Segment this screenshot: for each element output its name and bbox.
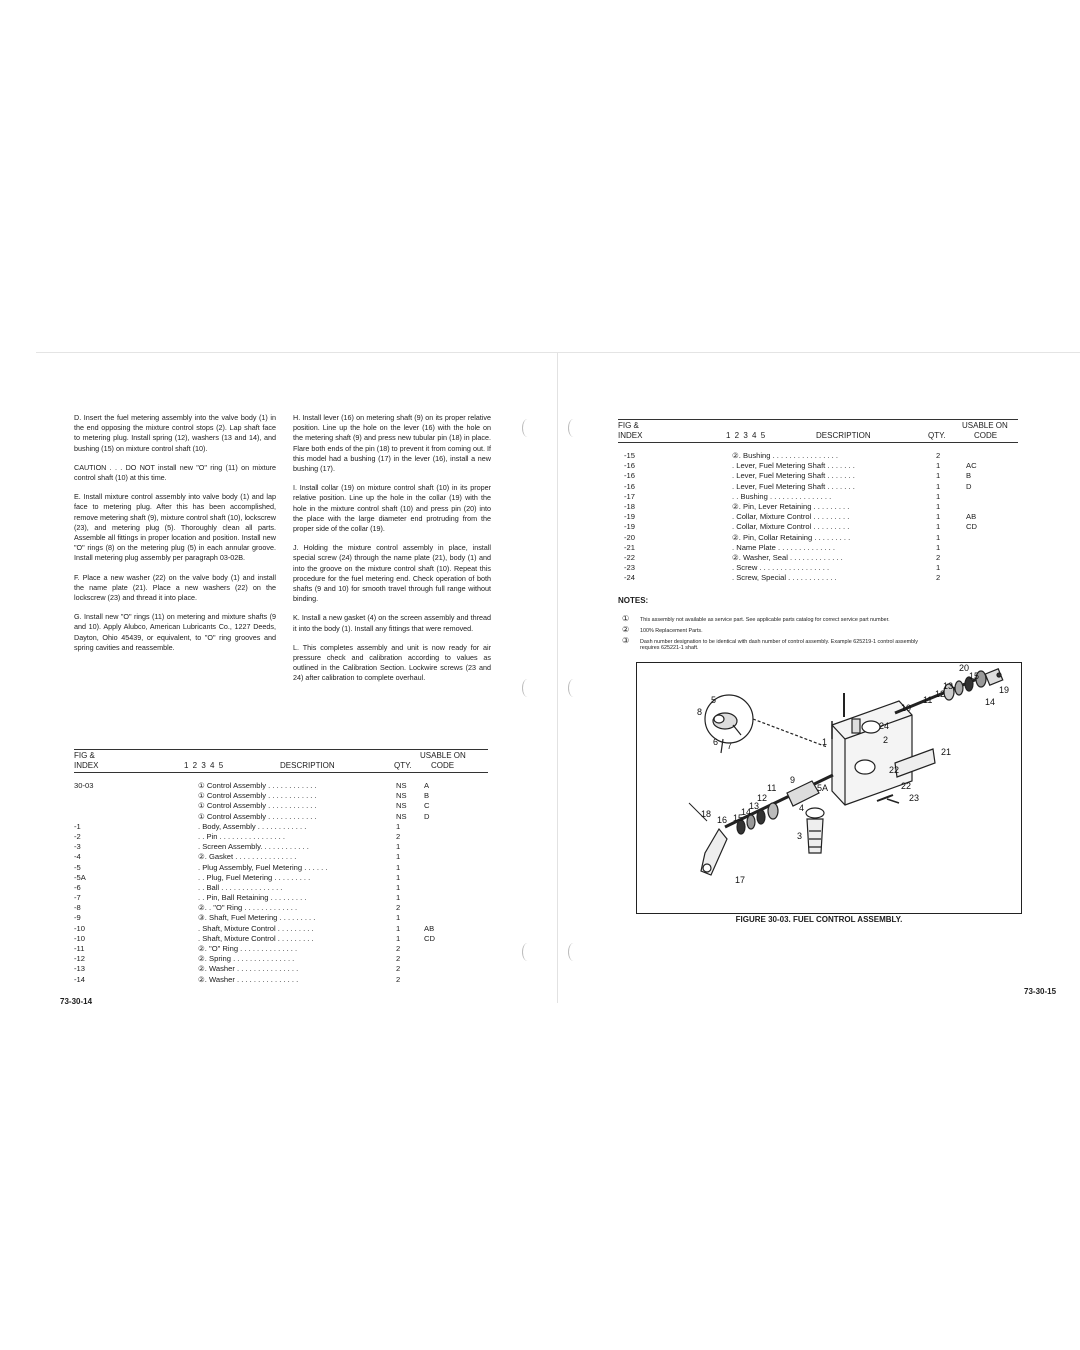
figure-callout-label: 8 — [697, 707, 703, 717]
cell-qty: 1 — [936, 563, 941, 573]
parts-row — [618, 573, 1018, 583]
cell-desc: ① Control Assembly . . . . . . . . . . . . — [198, 811, 317, 821]
cell-qty: 1 — [396, 872, 401, 882]
cell-qty: 1 — [396, 882, 401, 892]
cell-desc: . Screw . . . . . . . . . . . . . . . . . — [732, 563, 830, 573]
cell-code: D — [966, 481, 972, 491]
cell-desc: . Shaft, Mixture Control . . . . . . . . . — [198, 923, 314, 933]
figure-callout-label: 19 — [999, 685, 1010, 695]
figure-callout-label: 10 — [901, 703, 912, 713]
figure-callout-label: 18 — [701, 809, 712, 819]
page-number-right: 73-30-15 — [1024, 987, 1057, 996]
step-h: H. Install lever (16) on metering shaft (9) on its proper relative position. Line up the hole on the lever (16) with the hole on the metering shaft (9) and press new tubular pin (18) in place. Flare both ends of the pin (18) to prevent it from coming out. If this model had a bushing (17) in the lever (16), install a new bushing (17). — [293, 413, 491, 474]
cell-idx: -11 — [74, 944, 85, 953]
cell-code: A — [424, 781, 430, 790]
cell-idx: -16 — [624, 471, 635, 481]
parts-row — [74, 924, 488, 934]
cell-qty: 2 — [396, 954, 401, 964]
cell-desc: . . Plug, Fuel Metering . . . . . . . . . — [198, 872, 311, 882]
parts-table-header — [74, 749, 488, 773]
cell-desc: ③. Shaft, Fuel Metering . . . . . . . . . — [198, 913, 316, 923]
cell-desc: . Shaft, Mixture Control . . . . . . . . . — [198, 933, 314, 943]
cell-desc: . Lever, Fuel Metering Shaft . . . . . . . — [732, 471, 855, 481]
cell-desc: ②. Pin, Collar Retaining . . . . . . . . . — [732, 532, 851, 542]
cell-idx: -16 — [624, 461, 635, 471]
step-j: J. Holding the mixture control assembly in place, install special screw (24) through the name plate (21), body (1) and into the groove on the mixture control shaft (10). Repeat this procedure for the fuel metering end. Check operation of both shafts (9 and 10) for smooth travel through full range without binding. — [293, 543, 491, 604]
parts-row — [618, 522, 1018, 532]
cell-idx: -22 — [624, 552, 635, 562]
parts-row — [74, 883, 488, 893]
cell-desc: ②. Spring . . . . . . . . . . . . . . . — [198, 954, 295, 964]
cell-qty: 2 — [396, 974, 401, 984]
cell-desc: . Body, Assembly . . . . . . . . . . . . — [198, 821, 307, 831]
figure-callout-label: 3 — [797, 831, 803, 841]
cell-idx: -7 — [74, 893, 81, 903]
figure-callout-label: 14 — [741, 807, 752, 817]
cell-qty: 1 — [396, 913, 401, 923]
step-k: K. Install a new gasket (4) on the screen assembly and thread it into the body (1). Install any fittings that were removed. — [293, 613, 491, 633]
figure-callout-label: 5A — [817, 783, 829, 793]
header-description: DESCRIPTION — [816, 431, 871, 440]
parts-row — [74, 954, 488, 964]
parts-row — [74, 832, 488, 842]
cell-desc: . Collar, Mixture Control . . . . . . . . . — [732, 512, 850, 522]
parts-row — [74, 975, 488, 985]
figure-callout-label: 2 — [883, 735, 889, 745]
header-index: INDEX — [618, 431, 643, 440]
parts-row — [74, 801, 488, 811]
cell-desc: . . Bushing . . . . . . . . . . . . . . . — [732, 491, 832, 501]
document-spread — [36, 352, 1080, 1006]
cell-idx: -10 — [74, 933, 85, 943]
cell-desc: . Screw, Special . . . . . . . . . . . . — [732, 573, 837, 583]
header-code: CODE — [974, 431, 998, 440]
cell-idx: -5A — [74, 872, 86, 882]
cell-idx: -19 — [624, 522, 635, 532]
cell-qty: 2 — [936, 451, 941, 460]
cell-idx: -19 — [624, 512, 635, 522]
parts-row — [618, 451, 1018, 461]
step-f: F. Place a new washer (22) on the valve body (1) and install the name plate (21). Place a new washers (22) on the lockscrew (23) and thread it into place. — [74, 572, 276, 603]
cell-code: CD — [966, 522, 977, 532]
header-fig: FIG & — [74, 751, 95, 760]
figure-callout-label: 23 — [909, 793, 920, 803]
header-levels: 1 2 3 4 5 — [184, 761, 225, 770]
cell-qty: 1 — [936, 491, 941, 501]
cell-desc: ②. Bushing . . . . . . . . . . . . . . . . — [732, 451, 838, 460]
parts-row — [618, 461, 1018, 471]
cell-idx: -8 — [74, 903, 81, 913]
note-1 — [622, 614, 890, 623]
step-i: I. Install collar (19) on mixture control shaft (10) in its proper relative position. Line up the hole in the collar (19) with the hole in the mixture control shaft (10) and press pin (20) into the place with the large diameter end protruding from the proper side of the collar (19). — [293, 483, 491, 534]
figure-callout-label: 1 — [822, 737, 828, 747]
cell-desc: ②. Washer . . . . . . . . . . . . . . . — [198, 974, 299, 984]
parts-row — [618, 553, 1018, 563]
cell-qty: 1 — [396, 842, 401, 852]
header-usable-on: USABLE ON — [420, 751, 466, 760]
header-code: CODE — [431, 761, 455, 770]
step-g: G. Install new "O" rings (11) on metering and mixture shafts (9 and 10). Apply Alubco, American Lubricants Co., 1227 Deeds, Dayton, Ohio 45439, or equivalent, to "O" ring grooves and spring cavities and reassemble. — [74, 612, 276, 652]
page-curve-mark — [522, 419, 533, 437]
parts-row — [74, 964, 488, 974]
cell-idx: -10 — [74, 923, 85, 933]
note-marker: ② — [622, 625, 630, 634]
figure-callout-label: 16 — [717, 815, 728, 825]
exploded-view-drawing — [637, 663, 1021, 913]
page-curve-mark — [568, 943, 579, 961]
parts-row — [74, 781, 488, 791]
cell-qty: 2 — [936, 552, 941, 562]
cell-code: B — [966, 471, 972, 481]
cell-idx: -9 — [74, 913, 81, 923]
parts-row — [618, 492, 1018, 502]
cell-code: CD — [424, 933, 435, 943]
parts-row — [74, 852, 488, 862]
header-index: INDEX — [74, 761, 99, 770]
cell-qty: NS — [396, 811, 407, 821]
cell-code: B — [424, 791, 430, 801]
header-description: DESCRIPTION — [280, 761, 335, 770]
figure-callout-label: 9 — [790, 775, 796, 785]
note-text: requires 625221-1 shaft. — [640, 645, 699, 651]
parts-list-left — [74, 781, 488, 985]
page-number-left: 73-30-14 — [60, 997, 93, 1006]
cell-desc: . Plug Assembly, Fuel Metering . . . . . . — [198, 862, 328, 872]
page-curve-mark — [522, 943, 533, 961]
cell-desc: . Collar, Mixture Control . . . . . . . . . — [732, 522, 850, 532]
cell-qty: 2 — [396, 944, 401, 953]
step-d: D. Insert the fuel metering assembly into the valve body (1) in the end opposing the mixture control stops (2). Lap shaft face to metering plug. Install spring (12), washers (13 and 14), and bushing (15) on mixture control shaft (10). — [74, 413, 276, 453]
parts-row — [74, 791, 488, 801]
cell-qty: 1 — [936, 471, 941, 481]
cell-idx: -13 — [74, 964, 85, 974]
parts-row — [74, 903, 488, 913]
parts-row — [618, 471, 1018, 481]
cell-idx: -14 — [74, 974, 85, 984]
cell-desc: ②. . "O" Ring . . . . . . . . . . . . . — [198, 903, 298, 913]
note-marker: ③ — [622, 636, 630, 645]
cell-qty: 1 — [936, 542, 941, 552]
cell-idx: -15 — [624, 451, 635, 460]
parts-row — [618, 502, 1018, 512]
cell-qty: 1 — [396, 933, 401, 943]
cell-desc: ②. Washer . . . . . . . . . . . . . . . — [198, 964, 299, 974]
cell-idx: -17 — [624, 491, 635, 501]
cell-qty: 2 — [396, 831, 401, 841]
cell-desc: . Name Plate . . . . . . . . . . . . . . — [732, 542, 835, 552]
figure-caption: FIGURE 30-03. FUEL CONTROL ASSEMBLY. — [735, 915, 903, 924]
note-text: 100% Replacement Parts. — [640, 628, 703, 634]
parts-row — [618, 533, 1018, 543]
page-curve-mark — [522, 679, 533, 697]
cell-qty: 1 — [936, 501, 941, 511]
cell-desc: ① Control Assembly . . . . . . . . . . . . — [198, 781, 317, 790]
cell-code: C — [424, 801, 430, 811]
page-curve-mark — [568, 419, 579, 437]
instructions-column-1 — [74, 413, 276, 662]
parts-row — [618, 563, 1018, 573]
cell-qty: 1 — [396, 893, 401, 903]
parts-row — [74, 842, 488, 852]
parts-list-right — [618, 451, 1018, 583]
parts-row — [74, 913, 488, 923]
cell-desc: . . Pin . . . . . . . . . . . . . . . . — [198, 831, 285, 841]
cell-qty: 1 — [936, 532, 941, 542]
cell-qty: NS — [396, 781, 407, 790]
cell-idx: -23 — [624, 563, 635, 573]
parts-row — [618, 543, 1018, 553]
header-usable-on: USABLE ON — [962, 421, 1008, 430]
figure-callout-label: 4 — [799, 803, 805, 813]
caution-note: CAUTION . . . DO NOT install new "O" ring (11) on mixture control shaft (10) at this time. — [74, 462, 276, 483]
cell-qty: 1 — [396, 852, 401, 862]
cell-desc: ① Control Assembly . . . . . . . . . . . . — [198, 791, 317, 801]
cell-qty: 1 — [396, 923, 401, 933]
figure-callout-label: 22 — [889, 765, 900, 775]
parts-table-header — [618, 419, 1018, 443]
cell-idx: -1 — [74, 821, 81, 831]
figure-callout-label: 22 — [901, 781, 912, 791]
cell-idx: -5 — [74, 862, 81, 872]
cell-qty: NS — [396, 791, 407, 801]
cell-qty: NS — [396, 801, 407, 811]
figure-callout-label: 11 — [923, 695, 933, 705]
parts-row — [74, 812, 488, 822]
note-marker: ① — [622, 614, 630, 623]
cell-idx: -16 — [624, 481, 635, 491]
figure-callout-label: 21 — [941, 747, 952, 757]
cell-qty: 1 — [396, 862, 401, 872]
cell-desc: ②. "O" Ring . . . . . . . . . . . . . . — [198, 944, 298, 953]
figure-fuel-control-assembly — [636, 662, 1022, 914]
cell-qty: 1 — [936, 481, 941, 491]
figure-callout-label: 12 — [935, 689, 946, 699]
figure-callout-label: 7 — [727, 741, 733, 751]
cell-qty: 1 — [396, 821, 401, 831]
step-e: E. Install mixture control assembly into valve body (1) and lap face to metering plug. After this has been accomplished, remove metering shaft (9), mixture control shaft (10), lockscrew (23), and metering plug (5). Thoroughly clean all parts. Assemble all fittings in proper location and position. Install new "O" rings (8) on the metering plug (5) in each annular groove. Install metering plug assembly per paragraph 03-02B. — [74, 492, 276, 563]
cell-idx: -2 — [74, 831, 81, 841]
cell-idx: -20 — [624, 532, 635, 542]
figure-callout-label: 13 — [943, 681, 954, 691]
figure-callout-label: 15 — [733, 813, 744, 823]
figure-callout-label: 12 — [757, 793, 768, 803]
cell-code: AC — [966, 461, 977, 471]
cell-desc: ②. Washer, Seal . . . . . . . . . . . . . — [732, 552, 843, 562]
figure-callout-label: 14 — [985, 697, 996, 707]
cell-idx: 30-03 — [74, 781, 94, 790]
figure-callout-label: 24 — [879, 721, 890, 731]
figure-callout-label: 6 — [713, 737, 719, 747]
cell-desc: . . Pin, Ball Retaining . . . . . . . . . — [198, 893, 307, 903]
cell-code: D — [424, 811, 430, 821]
cell-qty: 1 — [936, 461, 941, 471]
figure-callout-label: 15 — [969, 671, 980, 681]
cell-code: AB — [966, 512, 977, 522]
cell-desc: . . Ball . . . . . . . . . . . . . . . — [198, 882, 283, 892]
cell-idx: -21 — [624, 542, 635, 552]
header-qty: QTY. — [394, 761, 412, 770]
figure-callout-label: 5 — [711, 695, 717, 705]
cell-idx: -3 — [74, 842, 81, 852]
notes-title: NOTES: — [618, 596, 649, 605]
cell-idx: -6 — [74, 882, 81, 892]
parts-row — [74, 873, 488, 883]
note-2 — [622, 625, 703, 634]
page-curve-mark — [568, 679, 579, 697]
left-page — [36, 353, 558, 1006]
figure-callout-label: 11 — [767, 783, 777, 793]
parts-row — [74, 934, 488, 944]
cell-desc: ②. Pin, Lever Retaining . . . . . . . . . — [732, 501, 850, 511]
cell-desc: . Screen Assembly. . . . . . . . . . . . — [198, 842, 309, 852]
cell-desc: . Lever, Fuel Metering Shaft . . . . . . . — [732, 461, 855, 471]
parts-row — [74, 822, 488, 832]
header-qty: QTY. — [928, 431, 946, 440]
note-3-continued — [640, 645, 698, 651]
note-text: Dash number designation to be identical with dash number of control assembly. Example 625219-1 control assembly — [640, 639, 918, 645]
note-text: This assembly not available as service part. See applicable parts catalog for correct service part number. — [640, 617, 890, 623]
cell-code: AB — [424, 923, 435, 933]
step-l: L. This completes assembly and unit is now ready for air pressure check and calibration according to values as outlined in the Calibration Section. Lockwire screws (23 and 24) after calibration to complete overhaul. — [293, 642, 491, 683]
right-page — [558, 353, 1080, 1003]
cell-qty: 2 — [396, 964, 401, 974]
cell-qty: 1 — [936, 522, 941, 532]
cell-idx: -12 — [74, 954, 85, 964]
cell-qty: 2 — [396, 903, 401, 913]
cell-qty: 2 — [936, 573, 941, 583]
cell-desc: . Lever, Fuel Metering Shaft . . . . . . . — [732, 481, 855, 491]
parts-row — [74, 863, 488, 873]
header-levels: 1 2 3 4 5 — [726, 431, 767, 440]
cell-idx: -24 — [624, 573, 635, 583]
figure-callout-label: 13 — [749, 801, 760, 811]
cell-idx: -18 — [624, 501, 635, 511]
parts-row — [618, 482, 1018, 492]
header-fig: FIG & — [618, 421, 639, 430]
instructions-column-2 — [293, 413, 491, 693]
parts-row — [74, 893, 488, 903]
parts-row — [74, 944, 488, 954]
figure-callout-label: 17 — [735, 875, 746, 885]
cell-qty: 1 — [936, 512, 941, 522]
cell-desc: ②. Gasket . . . . . . . . . . . . . . . — [198, 852, 297, 862]
cell-idx: -4 — [74, 852, 81, 862]
cell-desc: ① Control Assembly . . . . . . . . . . . . — [198, 801, 317, 811]
parts-row — [618, 512, 1018, 522]
figure-callout-label: 20 — [959, 663, 970, 673]
